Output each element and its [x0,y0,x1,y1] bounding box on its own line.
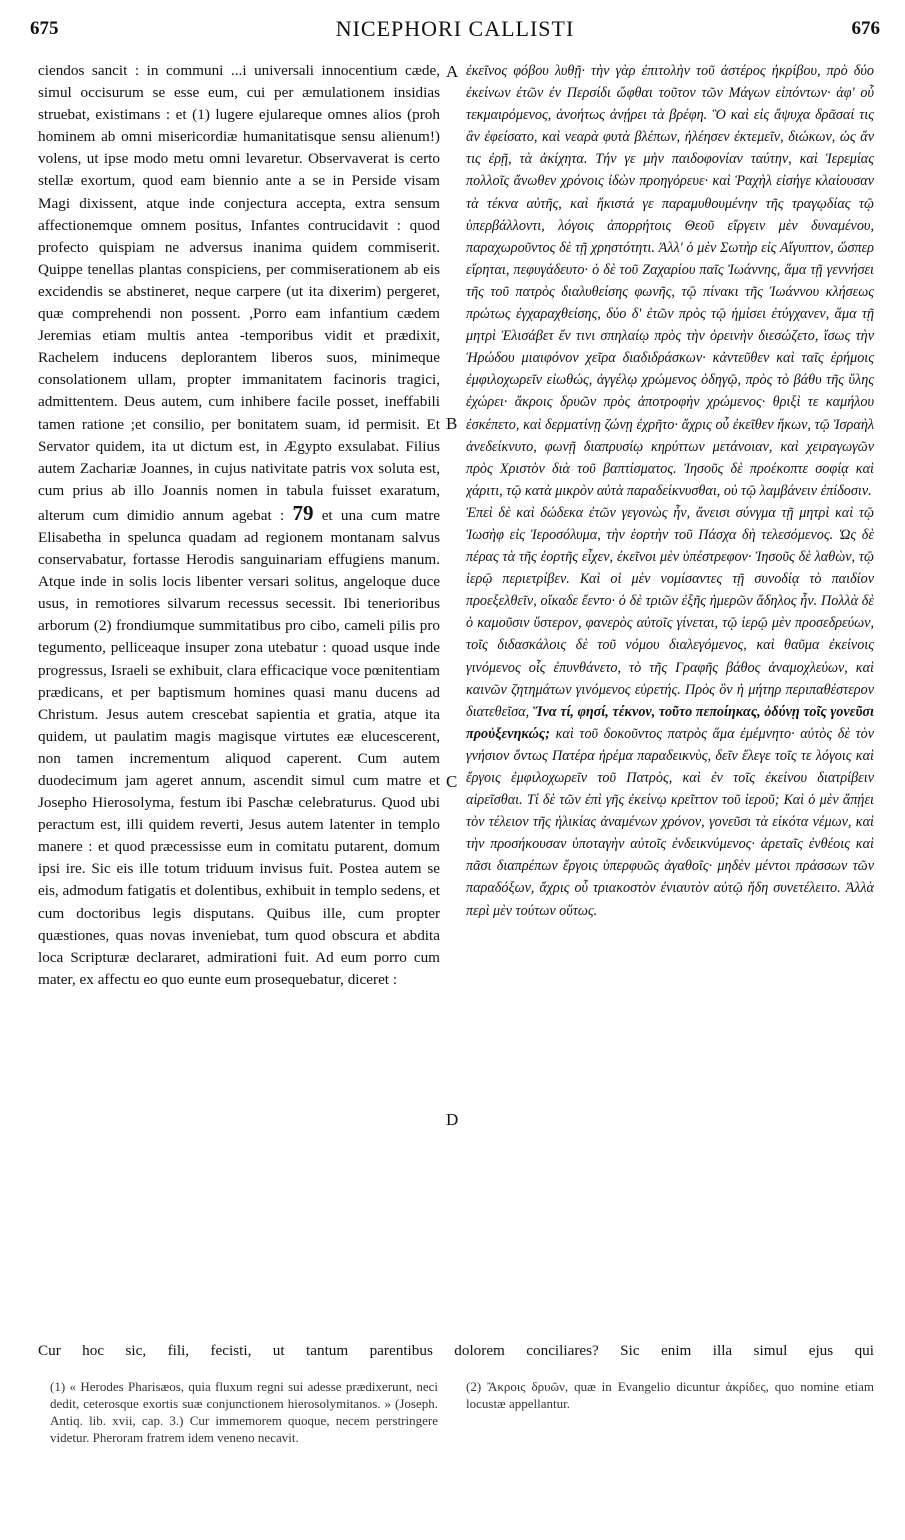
greek-paragraph-2: Ἐπεὶ δὲ καὶ δώδεκα ἐτῶν γεγονὼς ἦν, ἄνεισι σύνγμα τῇ μητρὶ καὶ τῷ Ἰωσὴφ εἰς Ἱεροσόλυμα, τὴν ἑορτὴν τοῦ Πάσχα δὴ τελεσόμενος. Ὡς δὲ πέρας τὰ τῆς ἑορτῆς εἶχεν, ἐκεῖνοι μὲν ὑπέστρεφον· Ἰησοῦς δὲ λαθὼν, τῷ ἱερῷ περιετρίβεν. Καὶ οἱ μὲν νομίσαντες τῇ συνοδίᾳ τὸ παιδίον προεξελθεῖν, οἴκαδε ἔεντο· ὁ δὲ τριῶν ἐξῆς ἡμερῶν ἄδηλος ἦν. Πολλὰ δὲ ὁ καμοῦσιν ὕστερον, φανερὸς αὐτοῖς γίνεται, τῷ ἱερῷ μὲν προσεδρεύων, τοῖς διδασκάλοις δὲ τοῦ νόμου διαλεγόμενος, καὶ θαῦμα ἐκείνοις γινόμενος οἷς ἐπυνθάνετο, τὸ τῆς Γραφῆς βάθος ἀναμοχλεύων, καὶ καινῶν ζητημάτων γινόμενος εὑρετής. Πρὸς ὃν ἡ μήτηρ περιπαθέστερον διατεθεῖσα, [466,504,874,720]
column-number: 79 [292,500,314,525]
footnote-1: (1) « Herodes Pharisæos, quia fluxum regni sui adesse prædixerunt, neci dedit, ceterosque exortis suæ conjunctionem hierosolymitanos. » (Joseph. Antiq. lib. xvii, cap. 3.) Cur immemorem quoque, necem perstringere videtur. Pheroram fratrem idem veneno necavit. [50,1379,438,1445]
latin-paragraph-2: et una cum matre Elisabetha in spelunca quadam ad regionem montanam salvus conservabatur, fortasse Herodis sanguinariam effugiens manum. Atque inde in solis locis libenter versari solitus, angeloque duce usus, in remotiores silvarum recessus secessit. Ibi tenerioribus arborum (2) frondiumque summitatibus pro cibo, cameli pilis pro tegumento, pelliceaque insuper zona utebatur : quoad usque inde progressus, Israeli se exhibuit, clara efficacique voce pœnitentiam prædicans, et per baptismum homines quasi manu ducens ad Christum. Jesus autem crescebat sapientia et gratia, atque ita quidem, ut paulatim magis magisque virtutes eæ elucescerent, non tamen incrementum aliquod caperent. Cum autem duodecimum jam ageret annum, ascendit simul cum matre et Josepho Hierosolyma, festum ibi Paschæ celebraturus. Quod ubi peractum est, illi quidem reverti, Jesus autem latenter in templo manere : et quod præcessisse eum in comitatu putarent, domum ipsi ire. Sic eis ille totum triduum invisus fuit. Postea autem se eis, admodum fatigatis et dolentibus, exhibuit in templo sedens, et cum doctoribus legis disputans. Quibus ille, cum propter quæstiones, quas novas inveniebat, tum quod obscura et abdita loca Scripturæ declararet, admirationi fuit. Ad eum porro cum mater, ex affectu eo quo eunte eum prosequebatur, diceret : [38,506,440,988]
greek-quote: Ἵνα τί, φησί, τέκνον, τοῦτο πεποίηκας, ὀδύνῃ τοῖς γονεῦσι προὐξενηκώς; [466,703,874,742]
footnote-left [50,1378,438,1446]
latin-column [38,60,440,1340]
margin-marker-a: A [446,62,459,81]
page-number-left: 675 [30,18,59,39]
latin-paragraph-1: ciendos sancit : in communi ...i universali innocentium cæde, simul occisurum se esse eum, cui per æmulationem insidias struebat, existimans : et (1) lugere ejulareque omnes alios (proh hominem ab omni misericordiæ humanitatisque sensu alienum!) volens, ut ipse modo metu omni levaretur. Observaverat is certo stellæ exortum, quod eam biennio ante a se in Perside visam Magi dixissent, atque inde conjectura accepta, extra sensum affectionemque omnem positus, Infantes contrucidavit : quod profecto quispiam ne adversus inanima quidem commiserit. Quippe tenellas plantas conspiciens, per commiserationem ab eis excidendis se abstineret, neque carpere (ut ita dixerim) pergeret, quæ comprehendi non possent. ,Porro eam infantium cædem Jeremias etiam multis antea -temporibus vidit et prædixit, Rachelem inducens deplorantem liberos suos, minimeque consolationem ullam, propter immanitatem facinoris tragici, admittentem. Deus autem, cum inhibere facile posset, ineffabili tamen ratione ;et consilio, per bonitatem suam, id permisit. Et Servator quidem, ita ut dictum est, in Ægypto exsulabat. Filius autem Zachariæ Joannes, in cujus nativitate patris vox soluta est, cum prius ab illo Joannis nomen in tabula fuisset exaratum, alterum cum dimidio annum agebat : [38,62,440,524]
footnote-2: (2) Ἄκροις δρυῶν, quæ in Evangelio dicuntur ἀκρίδες, quo nomine etiam locustæ appellantur. [466,1379,874,1411]
margin-marker-d: D [446,1110,459,1129]
margin-marker-b: B [446,414,458,433]
greek-paragraph-1: ἐκεῖνος φόβου λυθῇ· τὴν γὰρ ἐπιτολὴν τοῦ ἀστέρος ἠκρίβου, πρὸ δύο ἐκείνων ἐτῶν ἐν Περσίδι ὤφθαι τοῦτον τῶν Μάγων εἰπόντων· ἀφ' οὗ τεκμαιρόμενος, ἀνοήτως ἀνῄρει τὰ βρέφη. Ὃ καὶ εἰς ἄψυχα δρᾶσαί τις ἂν ἐφείσατο, καὶ νεαρὰ φυτὰ βλέπων, ἠλέησεν ἐκτεμεῖν, διώκων, ὡς ἄν τις ἐρῇ, τὰ ἀκίχητα. Τήν γε μὴν παιδοφονίαν ταύτην, καὶ Ἱερεμίας πολλοῖς ἄνωθεν χρόνοις ἰδὼν προηγόρευε· καὶ Ῥαχὴλ εἰσήγε κλαίουσαν τὰ τέκνα αὐτῆς, καὶ ἥκιστά γε παραμυθουμένην τῆς τραγῳδίας τῷ ὑπερβάλλοντι, λόγοις ἀπορρήτοις Θεοῦ εἴργειν μὲν δυναμένου, παραχωροῦντος δὲ τῇ χρηστότητι. Ἀλλ' ὁ μὲν Σωτὴρ εἰς Αἴγυπτον, ὥσπερ εἴρηται, πεφυγάδευτο· ὁ δὲ τοῦ Ζαχαρίου παῖς Ἰωάννης, ἅμα τῇ γεννήσει τῆς τοῦ πατρὸς διαλυθείσης φωνῆς, τῷ πίνακι τῆς Ἰωάννου κλήσεως πρώτως ἐγχαραχθείσης, δύο δ' ἐτῶν πρὸς τῷ ἡμίσει ἐτύγχανεν, ἅμα τῇ μητρὶ Ἐλισάβετ ἔν τινι σπηλαίῳ πρὸς τὴν ὀρεινὴν διεσώζετο, ἴσως τὴν Ἡρώδου μιαιφόνον χεῖρα διαδιδράσκων· κἀντεῦθεν καὶ ταῖς ἐρήμοις ἐμφιλοχωρεῖν εἰωθώς, ἀγγέλῳ χρώμενος ὁδηγῷ, πρὸς τὸ βάθυ τῆς ὕλης ἐχώρει· ἄκροις δρυῶν πρὸς ἀποτροφὴν χρώμενος· θριξὶ τε καμήλου ἐσκέπετο, καὶ δερματίνῃ ζώνῃ ἐχρῆτο· ἄχρις οὗ ἐκεῖθεν ἥκων, τῷ Ἰσραὴλ ἀνεδείκνυτο, φωνῇ διαπρυσίῳ κηρύττων μετάνοιαν, καὶ χειραγωγῶν πρὸς Χριστὸν διὰ τοῦ βαπτίσματος. Ἰησοῦς δὲ προέκοπτε σοφίᾳ καὶ χάριτι, τῷ κατὰ μικρὸν αὐτὰ παραδείκνυσθαι, οὐ τῷ λαμβάνειν ἐπίδοσιν. [466,63,874,499]
greek-paragraph-3: καὶ τοῦ δοκοῦντος πατρὸς ἅμα ἐμέμνητο· αὐτὸς δὲ τὸν γνήσιον ὄντως Πατέρα ἠρέμα παραδεικνὺς, δεῖν ἔλεγε τοῖς τε λόγοις καὶ ἔργοις ἐμφιλοχωρεῖν τοῦ Πατρὸς, καὶ ἐν τοῖς ἐκείνου διατρίβειν αἱρεῖσθαι. Τί δὲ τῶν ἐπὶ γῆς ἐκείνῳ κρεῖττον τοῦ ἱεροῦ; Καὶ ὁ μὲν ἄπῄει τὸν τέλειον τῆς ἡλικίας ἀναμένων χρόνον, γονεῦσι τὰ εἰκότα νέμων, καὶ τὴν προσήκουσαν ὑποταγὴν αὐτοῖς ἐνδεικνύμενος· ἀρεταῖς ἐνθέοις καὶ πᾶσι διαπρέπων ἔργοις ὑπερφυῶς ἀγαθοῖς· μηδὲν μέντοι πράσσων τῶν παραδόξων, ἄχρις οὗ τριακοστὸν ἐνιαυτὸν αὐτῷ ἤδη συνετέλειτο. Ἀλλὰ περὶ μὲν τούτων οὕτως. [466,725,874,919]
running-title: NICEPHORI CALLISTI [335,16,575,41]
spanning-line: Cur hoc sic, fili, fecisti, ut tantum parentibus dolorem conciliares? Sic enim illa simul ejus qui [38,1342,874,1359]
page-number-right: 676 [851,18,880,39]
page-header [30,10,880,50]
footnote-right [466,1378,874,1412]
greek-text [466,502,874,922]
greek-column [466,60,874,1340]
margin-marker-c: C [446,772,458,791]
latin-text [38,60,440,991]
